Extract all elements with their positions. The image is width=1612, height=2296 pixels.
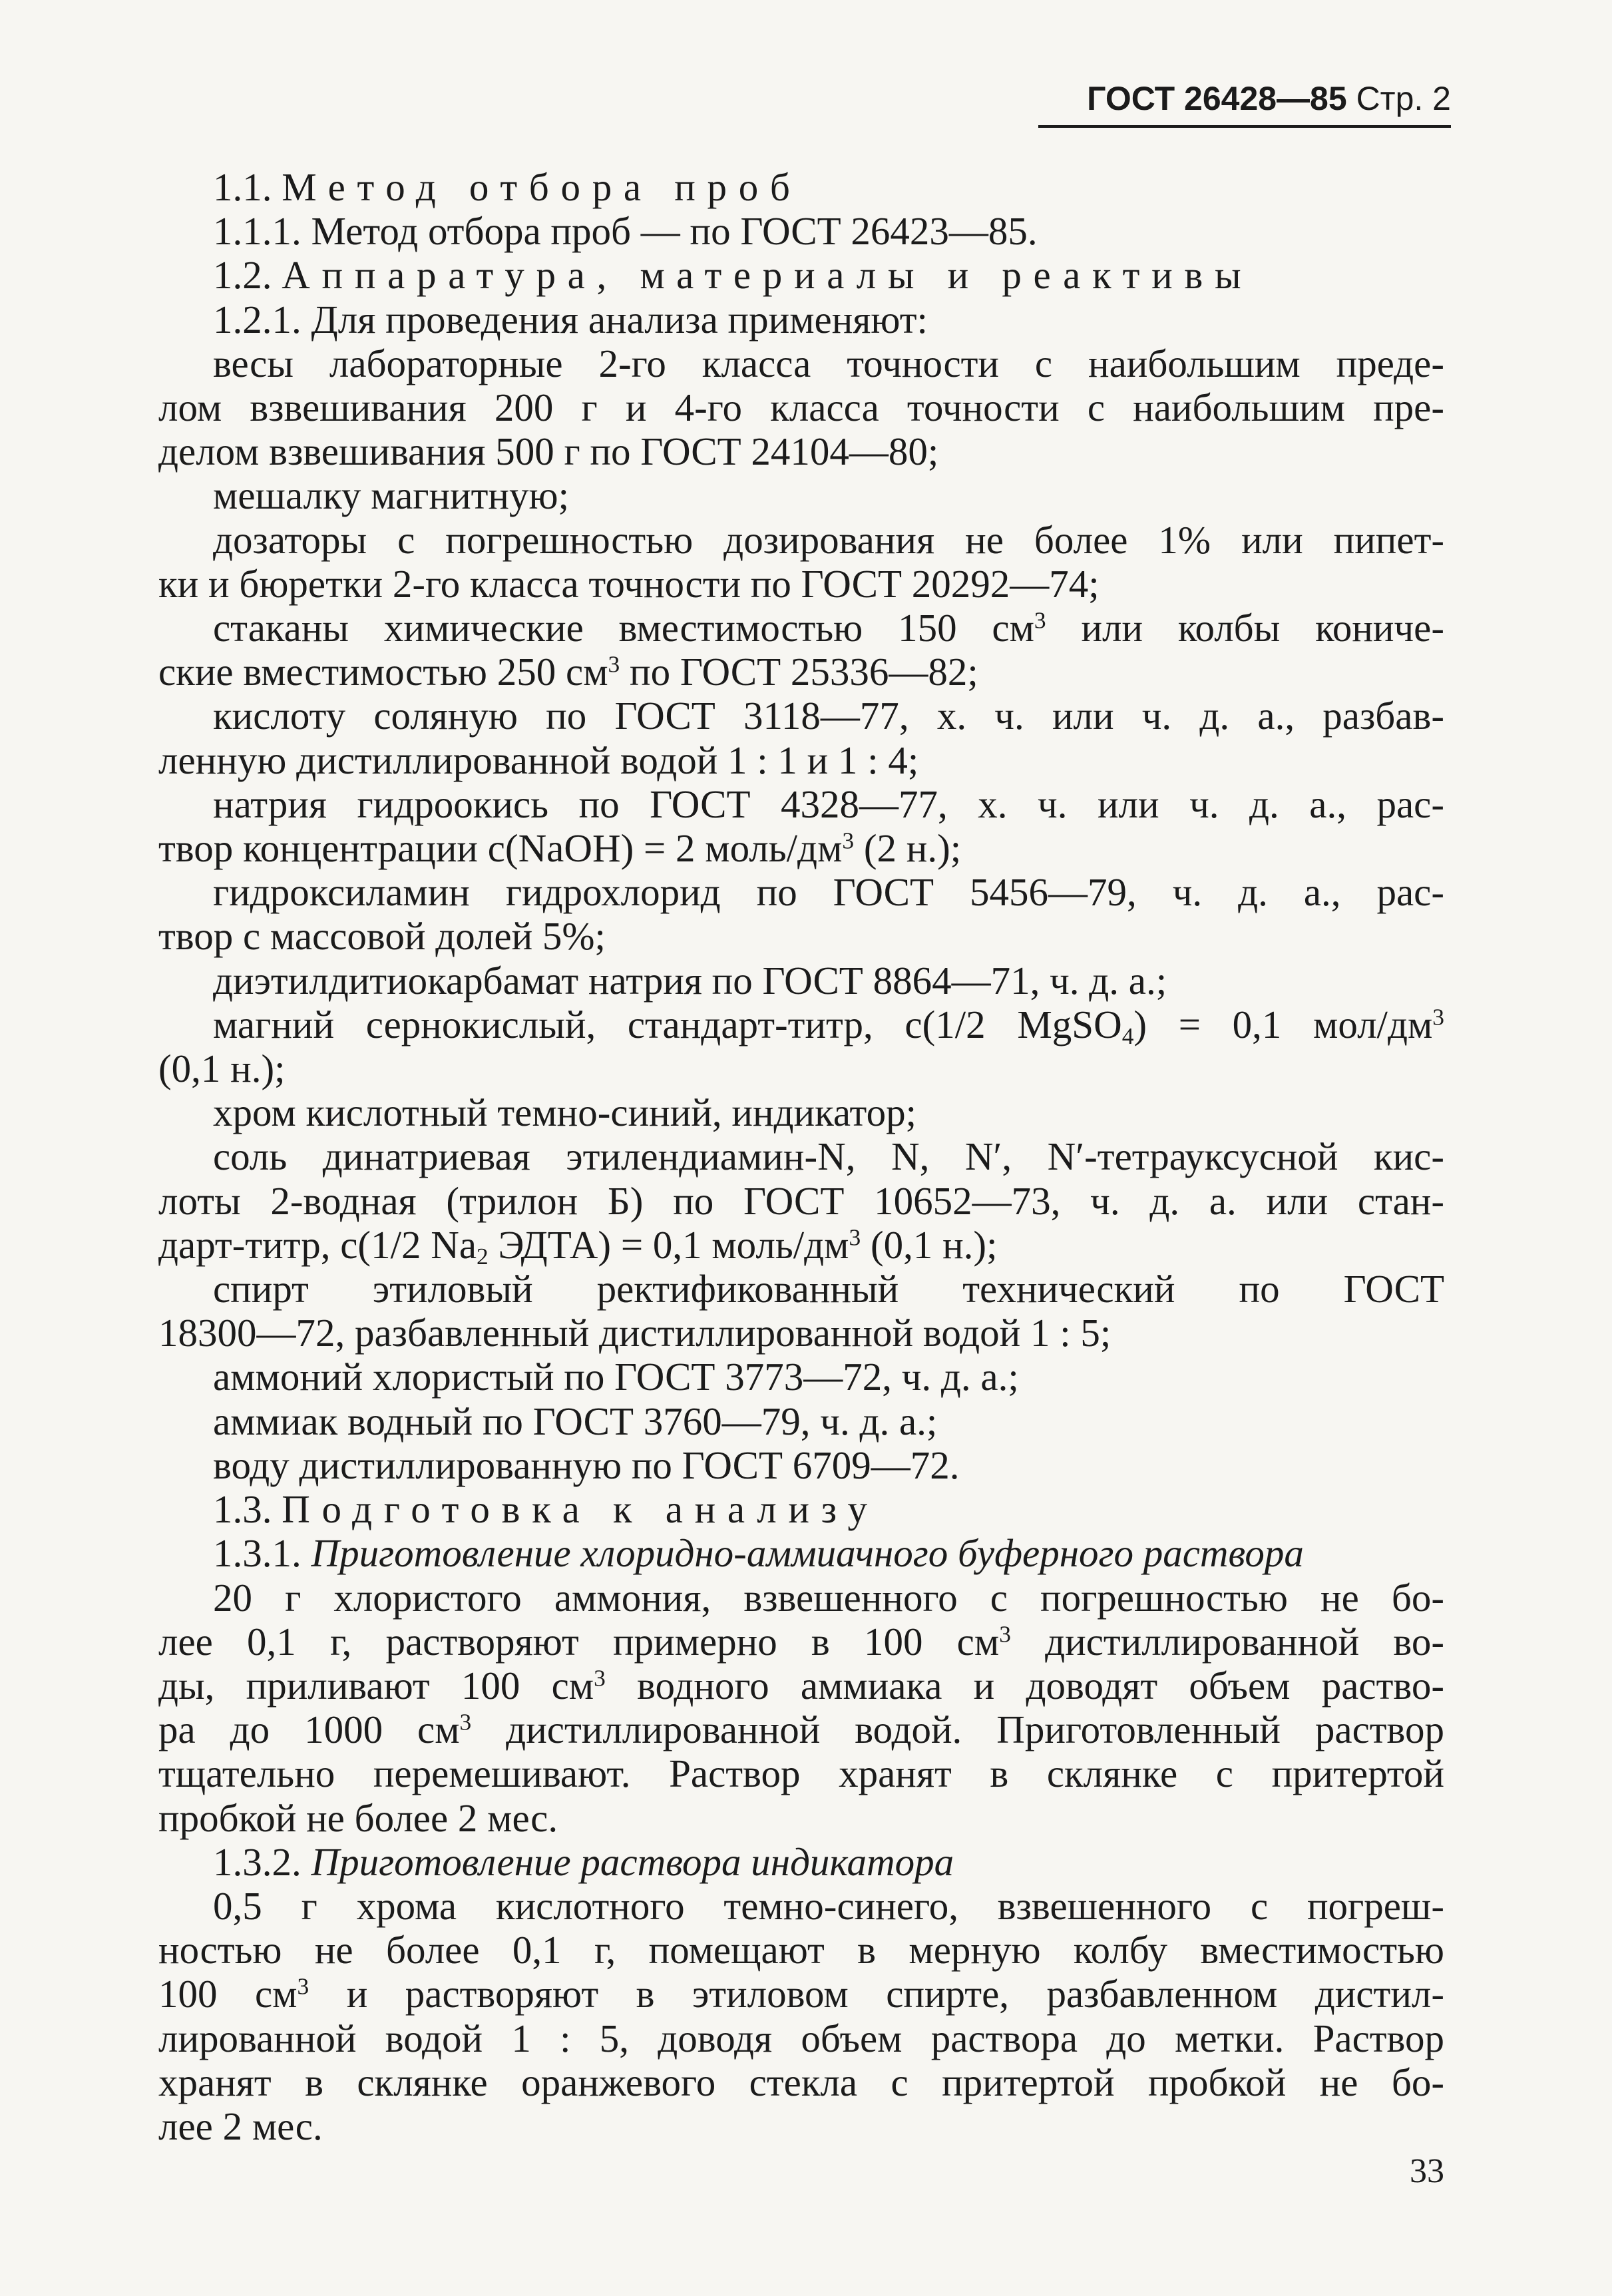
list-item-scales-line: лом взвешивания 200 г и 4-го класса точности с наибольшим пре- [158,385,1444,430]
buffer-paragraph-line: пробкой не более 2 мес. [158,1795,558,1840]
list-item-ammonium: аммоний хлористый по ГОСТ 3773—72, ч. д. а.; [213,1355,1019,1399]
section-heading-1-1: 1.1. Метод отбора проб [213,165,802,209]
list-item-edta-line: соль динатриевая этилендиамин-N, N, N′, N′-тетрауксусной кис- [213,1134,1444,1179]
page-number: 33 [1410,2152,1444,2190]
list-item-edta-line: лоты 2-водная (трилон Б) по ГОСТ 10652—73, ч. д. а. или стан- [158,1178,1444,1223]
list-item-scales-line: делом взвешивания 500 г по ГОСТ 24104—80; [158,429,939,474]
indicator-paragraph-line: лее 2 мес. [158,2104,323,2148]
list-item-spirit-line: спирт этиловый ректификованный технический по ГОСТ [213,1267,1444,1311]
list-item-water: воду дистиллированную по ГОСТ 6709—72. [213,1443,960,1487]
list-item-carbamate: диэтилдитиокарбамат натрия по ГОСТ 8864—71, ч. д. а.; [213,958,1167,1003]
standard-code: ГОСТ 26428—85 [1087,80,1347,117]
buffer-paragraph-line: ды, приливают 100 $см^3$ водного аммиака и доводят объем раство- [158,1663,1444,1708]
clause-1-3-1-heading: 1.3.1. Приготовление хлоридно-аммиачного буферного раствора [213,1531,1304,1576]
list-item-mixer: мешалку магнитную; [213,473,569,518]
buffer-paragraph-line: ра до 1000 $см^3$ дистиллированной водой. Приготовленный раствор [158,1708,1445,1752]
list-item-hydroxylamine-line: твор с массовой долей 5%; [158,914,606,959]
clause-1-3-2-heading: 1.3.2. Приготовление раствора индикатора [213,1839,954,1884]
list-item-naoh-line: твор концентрации c(NaOH) = 2 моль/$дм^3$ (2 н.); [158,826,962,871]
document-body [158,165,1444,2148]
list-item-dosers-line: дозаторы с погрешностью дозирования не более 1% или пипет- [213,517,1444,562]
clause-1-1-1: 1.1.1. Метод отбора проб — по ГОСТ 26423—85. [213,209,1038,254]
list-item-ammonia: аммиак водный по ГОСТ 3760—79, ч. д. а.; [213,1399,938,1443]
list-item-hydroxylamine-line: гидроксиламин гидрохлорид по ГОСТ 5456—79, ч. д. а., рас- [213,870,1444,915]
section-heading-1-2: 1.2. Аппаратура, материалы и реактивы [213,253,1253,298]
list-item-magnesium-line: (0,1 н.); [158,1046,286,1091]
list-item-acid-line: кислоту соляную по ГОСТ 3118—77, х. ч. или ч. д. а., разбав- [213,694,1444,738]
page-label: Стр. 2 [1356,80,1451,117]
list-item-beakers-line: стаканы химические вместимостью 150 $см^3$ или колбы кониче- [213,606,1444,650]
list-item-naoh-line: натрия гидроокись по ГОСТ 4328—77, х. ч. или ч. д. а., рас- [213,782,1444,826]
indicator-paragraph-line: 0,5 г хрома кислотного темно-синего, взвешенного с погреш- [213,1883,1444,1928]
indicator-paragraph-line: 100 $см^3$ и растворяют в этиловом спирте, разбавленном дистил- [158,1972,1444,2016]
page-header [1038,79,1451,128]
list-item-magnesium-line: магний сернокислый, стандарт-титр, c(1/2 MgSO$_4$) = 0,1 мол/$дм^3$ [213,1002,1444,1049]
clause-1-2-1: 1.2.1. Для проведения анализа применяют: [213,297,928,342]
list-item-spirit-line: 18300—72, разбавленный дистиллированной водой 1 : 5; [158,1311,1111,1355]
list-item-acid-line: ленную дистиллированной водой 1 : 1 и 1 : 4; [158,738,919,782]
list-item-scales-line: весы лабораторные 2-го класса точности с наибольшим преде- [213,341,1444,385]
indicator-paragraph-line: ностью не более 0,1 г, помещают в мерную колбу вместимостью [158,1928,1444,1972]
indicator-paragraph-line: хранят в склянке оранжевого стекла с притертой пробкой не бо- [158,2060,1444,2104]
indicator-paragraph-line: лированной водой 1 : 5, доводя объем раствора до метки. Раствор [158,2016,1444,2060]
list-item-edta-line: дарт-титр, c(1/2 $Na_2$ ЭДТА) = 0,1 моль/$дм^3$ (0,1 н.); [158,1222,998,1269]
section-heading-1-3: 1.3. Подготовка к анализу [213,1487,879,1532]
buffer-paragraph-line: тщательно перемешивают. Раствор хранят в склянке с притертой [158,1751,1444,1796]
buffer-paragraph-line: 20 г хлористого аммония, взвешенного с погрешностью не бо- [213,1575,1444,1620]
list-item-chrome: хром кислотный темно-синий, индикатор; [213,1090,916,1135]
buffer-paragraph-line: лее 0,1 г, растворяют примерно в 100 $см^3$ дистиллированной во- [158,1619,1444,1664]
list-item-beakers-line: ские вместимостью 250 $см^3$ по ГОСТ 25336—82; [158,650,978,694]
list-item-dosers-line: ки и бюретки 2-го класса точности по ГОСТ 20292—74; [158,561,1100,606]
